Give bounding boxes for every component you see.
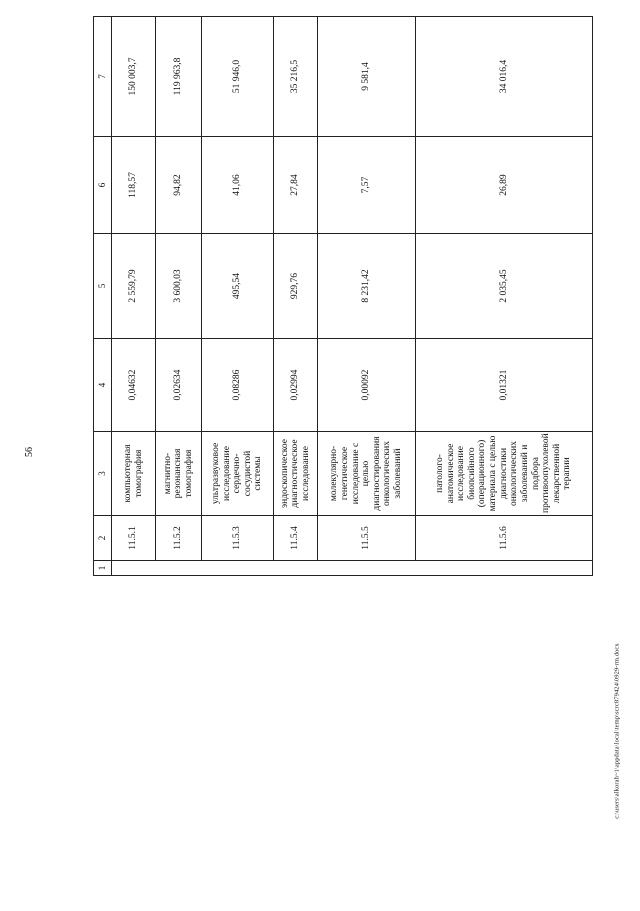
- cell-volume: 41,06: [202, 137, 274, 234]
- cell-code: 11.5.5: [318, 516, 416, 561]
- cell-volume: 27,84: [274, 137, 318, 234]
- cell-coefficient: 0,08286: [202, 339, 274, 432]
- column-header: 6: [94, 137, 112, 234]
- column-header: 5: [94, 234, 112, 339]
- table-header-row: [94, 17, 112, 576]
- cell-coefficient: 0,01321: [416, 339, 593, 432]
- cell-coefficient: 0,02994: [274, 339, 318, 432]
- cell-service: молекулярно-генетическое исследование с целью диагностирования онкологических заболеваний: [318, 432, 416, 516]
- table-row: [156, 17, 202, 576]
- table-row: [274, 17, 318, 576]
- cell-coefficient: 0,04632: [112, 339, 156, 432]
- table-row: [112, 17, 156, 576]
- blank-merged-cell: [112, 561, 593, 576]
- cell-service: компьютерная томография: [112, 432, 156, 516]
- cell-code: 11.5.3: [202, 516, 274, 561]
- cell-price: 495,54: [202, 234, 274, 339]
- cell-price: 929,76: [274, 234, 318, 339]
- cell-code: 11.5.2: [156, 516, 202, 561]
- cell-service: ультразвуковое исследование сердечно-сосудистой системы: [202, 432, 274, 516]
- cell-price: 8 231,42: [318, 234, 416, 339]
- cell-volume: 7,57: [318, 137, 416, 234]
- cell-price: 2 035,45: [416, 234, 593, 339]
- column-header: 7: [94, 17, 112, 137]
- column-header: 2: [94, 516, 112, 561]
- cell-code: 11.5.6: [416, 516, 593, 561]
- cell-code: 11.5.1: [112, 516, 156, 561]
- cell-volume: 118,57: [112, 137, 156, 234]
- table-row: [416, 17, 593, 576]
- tariff-table: [93, 16, 593, 576]
- cell-coefficient: 0,02634: [156, 339, 202, 432]
- cell-coefficient: 0,00092: [318, 339, 416, 432]
- cell-total: 34 016,4: [416, 17, 593, 137]
- cell-service: патолого-анатомическое исследование биопсийного (операционного) материала с целью диагностики онкологических заболеваний и подбора противоопухолевой лекарственной терапии: [416, 432, 593, 516]
- table-row: [318, 17, 416, 576]
- cell-code: 11.5.4: [274, 516, 318, 561]
- cell-price: 2 559,79: [112, 234, 156, 339]
- cell-total: 150 003,7: [112, 17, 156, 137]
- page-number: 56: [24, 447, 35, 457]
- cell-total: 51 946,0: [202, 17, 274, 137]
- column-header: 1: [94, 561, 112, 576]
- footer-file-path: c:\users\alkorah~1\appdata\local\temp\scrc879424\0929-rm.docx: [613, 643, 621, 819]
- cell-service: магнитно-резонансная томография: [156, 432, 202, 516]
- table-row: [202, 17, 274, 576]
- cell-price: 3 600,03: [156, 234, 202, 339]
- cell-volume: 94,82: [156, 137, 202, 234]
- cell-volume: 26,89: [416, 137, 593, 234]
- column-header: 3: [94, 432, 112, 516]
- cell-service: эндоскопическое диагностическое исследование: [274, 432, 318, 516]
- cell-total: 35 216,5: [274, 17, 318, 137]
- rotated-table-container: [93, 17, 591, 576]
- cell-total: 9 581,4: [318, 17, 416, 137]
- cell-total: 119 963,8: [156, 17, 202, 137]
- column-header: 4: [94, 339, 112, 432]
